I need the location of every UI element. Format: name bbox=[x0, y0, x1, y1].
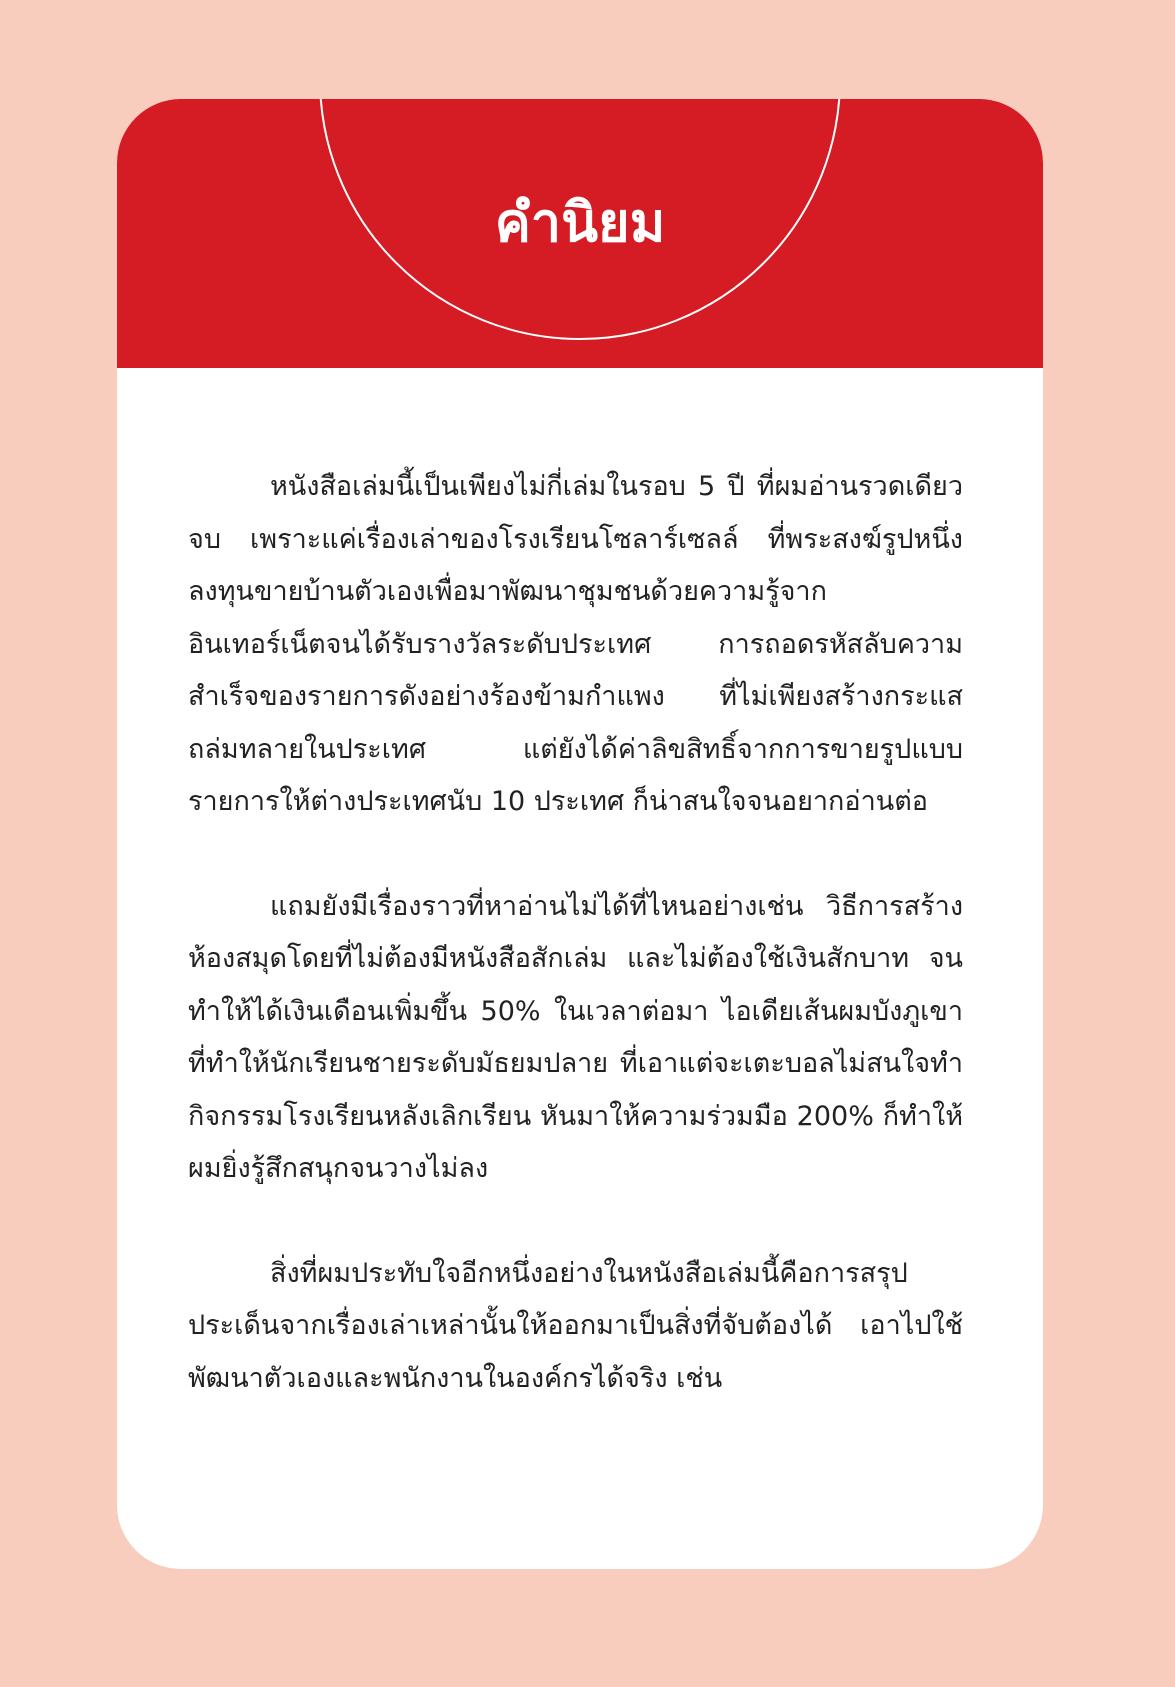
paragraph: สิ่งที่ผมประทับใจอีกหนึ่งอย่างในหนังสือเล่มนี้คือการสรุปประเด็นจากเรื่องเล่าเหล่านั้นให้ออกมาเป็นสิ่งที่จับต้องได้ เอาไปใช้พัฒนาตัวเองและพนักงานในองค์กรได้จริง เช่น bbox=[188, 1257, 963, 1394]
body-text bbox=[188, 461, 963, 1405]
page-title: คำนิยม bbox=[494, 191, 666, 254]
content-card bbox=[117, 99, 1043, 1569]
paragraph: หนังสือเล่มนี้เป็นเพียงไม่กี่เล่มในรอบ 5 ปี ที่ผมอ่านรวดเดียวจบ เพราะแค่เรื่องเล่าของโรงเรียนโซลาร์เซลล์ ที่พระสงฆ์รูปหนึ่งลงทุนขายบ้านตัวเองเพื่อมาพัฒนาชุมชนด้วยความรู้จากอินเทอร์เน็ตจนได้รับรางวัลระดับประเทศ การถอดรหัสลับความสำเร็จของรายการดังอย่างร้องข้ามกำแพง ที่ไม่เพียงสร้างกระแสถล่มทลายในประเทศ แต่ยังได้ค่าลิขสิทธิ์จากการขายรูปแบบรายการให้ต่างประเทศนับ 10 ประเทศ ก็น่าสนใจจนอยากอ่านต่อ bbox=[188, 471, 963, 817]
paragraph: แถมยังมีเรื่องราวที่หาอ่านไม่ได้ที่ไหนอย่างเช่น วิธีการสร้างห้องสมุดโดยที่ไม่ต้องมีหนังสือสักเล่ม และไม่ต้องใช้เงินสักบาท จนทำให้ได้เงินเดือนเพิ่มขึ้น 50% ในเวลาต่อมา ไอเดียเส้นผมบังภูเขาที่ทำให้นักเรียนชายระดับมัธยมปลาย ที่เอาแต่จะเตะบอลไม่สนใจทำกิจกรรมโรงเรียนหลังเลิกเรียน หันมาให้ความร่วมมือ 200% ก็ทำให้ผมยิ่งรู้สึกสนุกจนวางไม่ลง bbox=[188, 890, 963, 1184]
header-band bbox=[117, 99, 1043, 368]
